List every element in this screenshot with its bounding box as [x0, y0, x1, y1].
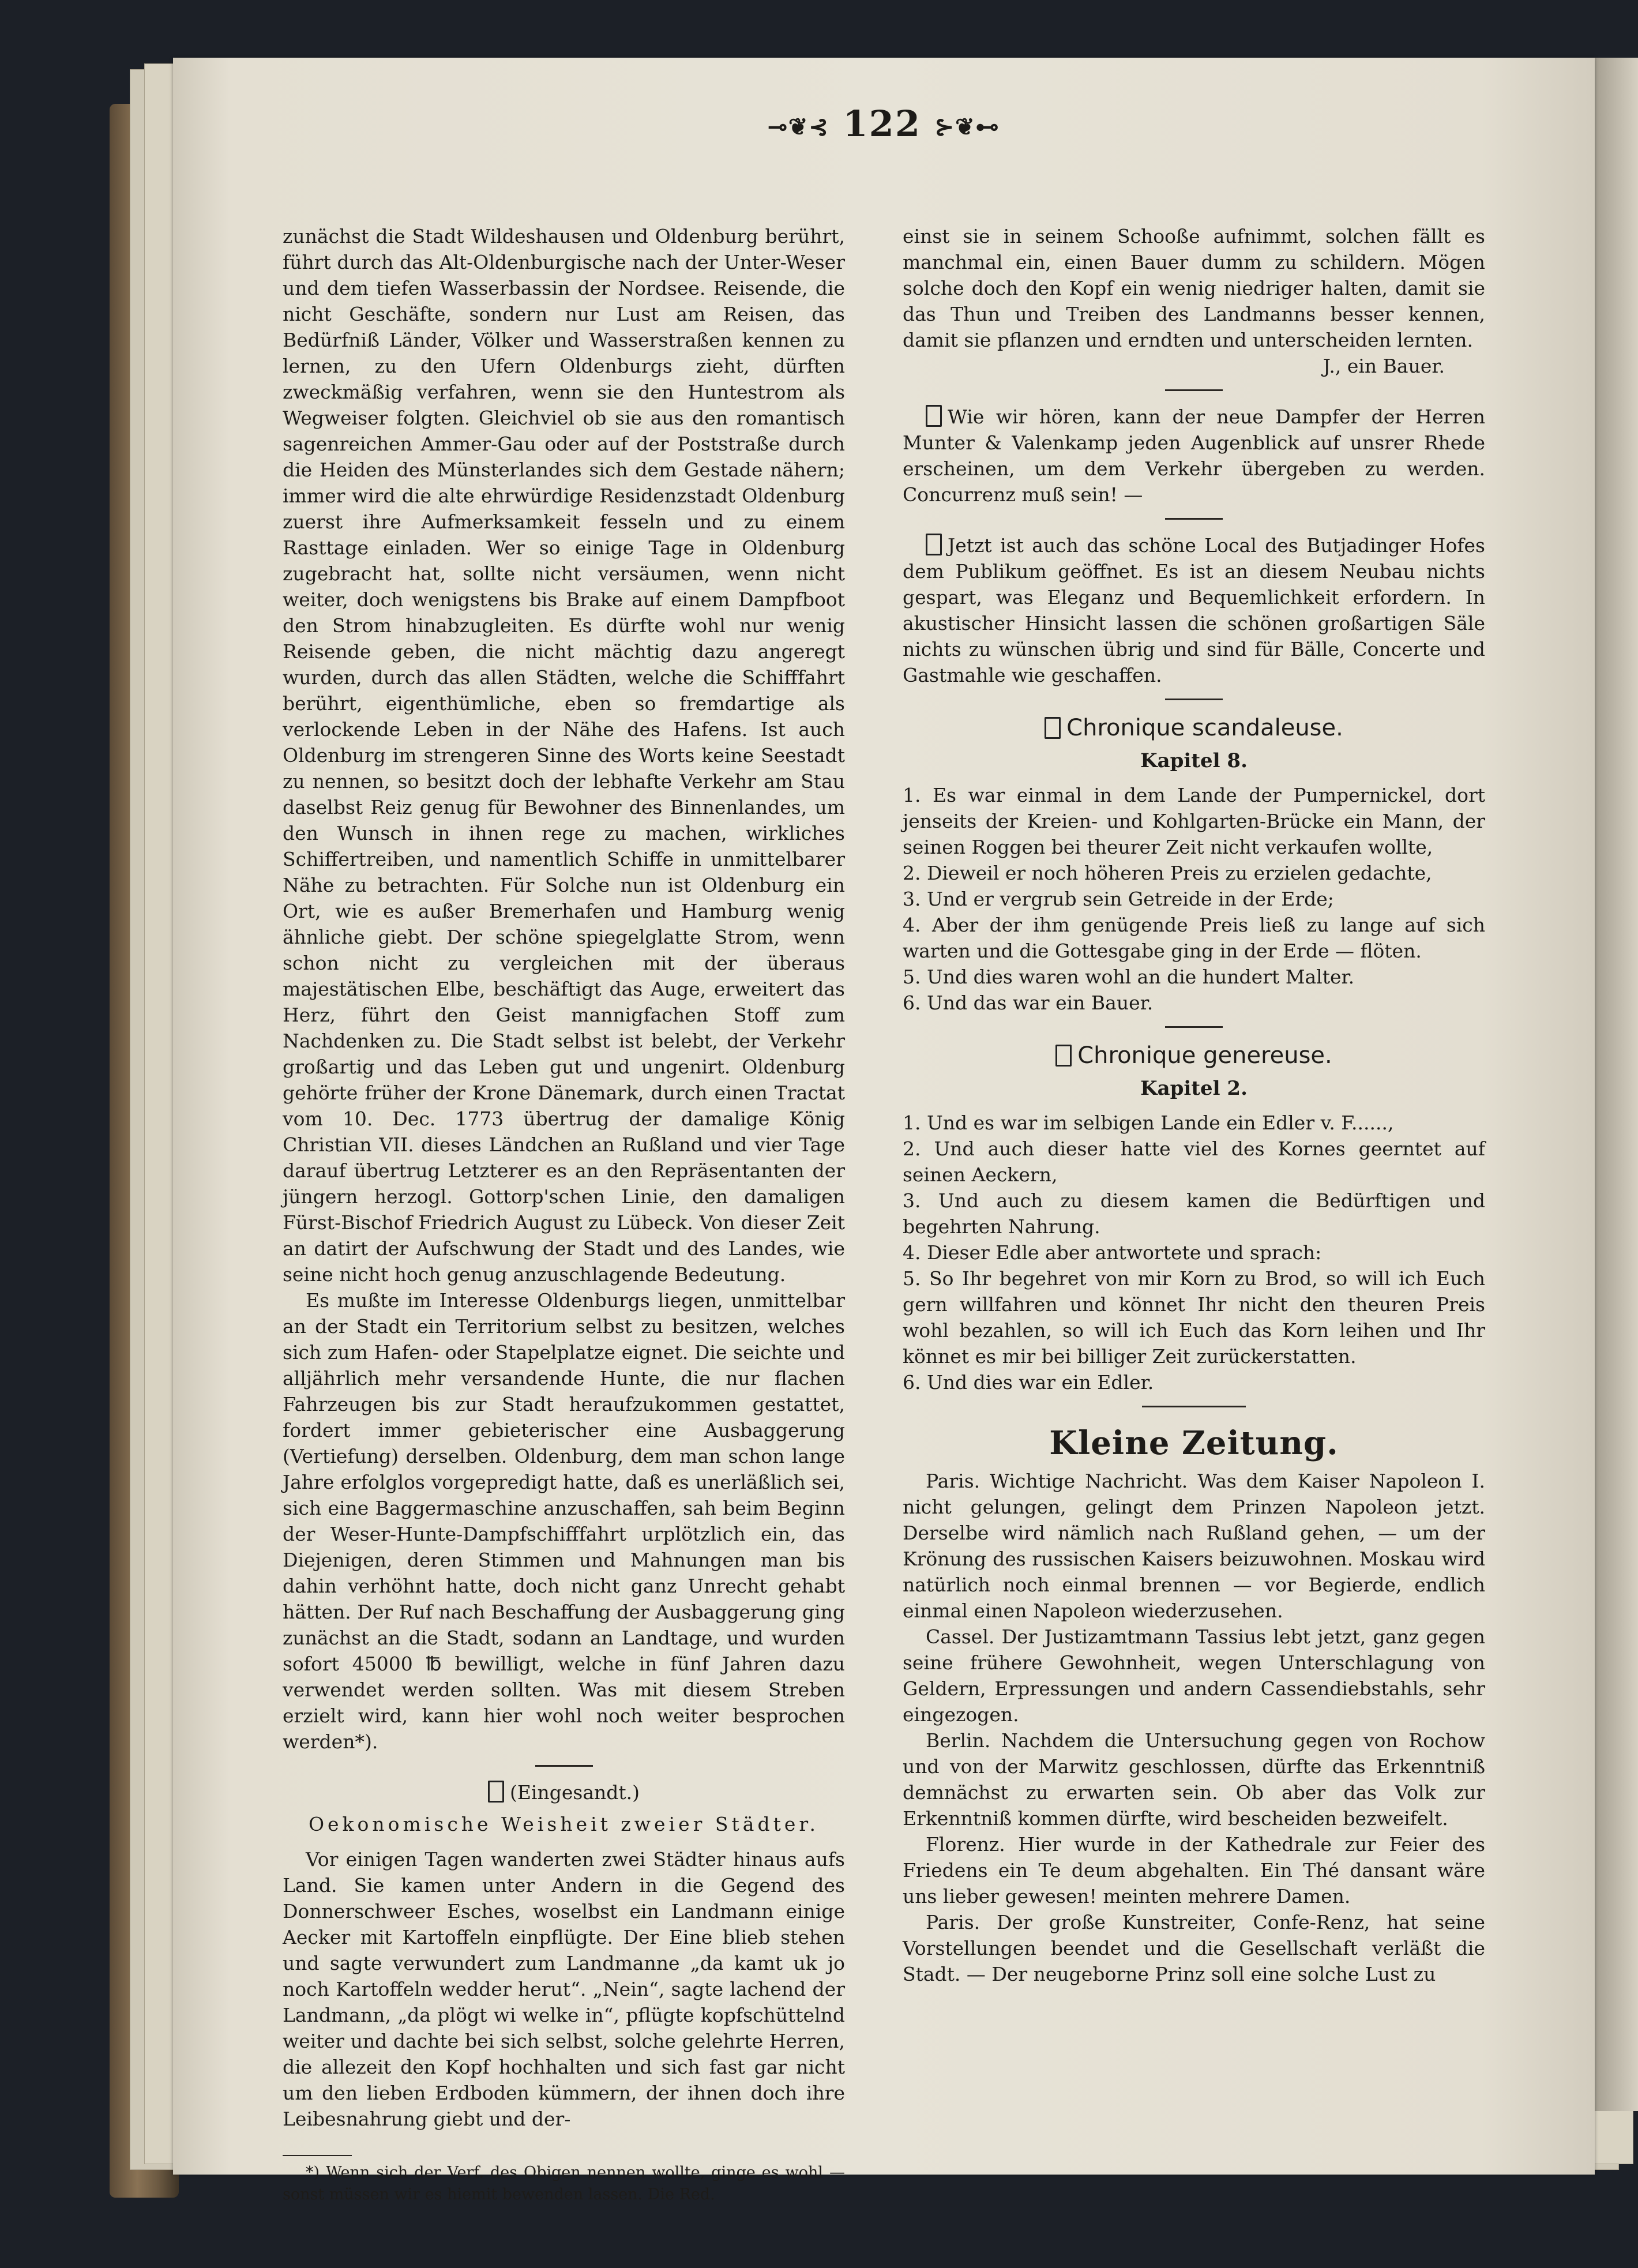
list-item: 6. Und das war ein Bauer. [903, 992, 1154, 1014]
header-ornament-right-icon: ⊱❦⊷ [934, 113, 1000, 141]
footnote-rule [283, 2155, 352, 2156]
article-paragraph: zunächst die Stadt Wildeshausen und Oldenburg berührt, führt durch das Alt-Oldenburgische nach der Unter-Weser und dem tiefen Wasserbassin der Nordsee. Reisende, die nicht Geschäfte, sondern nur Lust am Reisen, das Bedürfniß Länder, Völker und Wasserstraßen kennen zu lernen, zu den Ufern Oldenburgs zieht, dürften zweckmäßig verfahren, wenn sie den Huntestrom als Wegweiser folgten. Gleichviel ob sie aus den romantisch sagenreichen Ammer-Gau oder auf der Poststraße durch die Heiden des Münsterlandes sich dem Gestade nähern; immer wird die alte ehrwürdige Residenzstadt Oldenburg zuerst ihre Aufmerksamkeit fesseln und zu einem Rasttage einladen. Wer so einige Tage in Oldenburg zugebracht hat, sollte nicht versäumen, wenn nicht weiter, doch wenigstens bis Brake auf einem Dampfboot den Strom hinabzugleiten. Es dürfte wohl nur wenig Reisende geben, die nicht mächtig dazu angeregt wurden, durch das allen Städten, welche die Schifffahrt berührt, eigenthümliche, eben so fremdartige als verlockende Leben in der Nähe des Hafens. Ist auch Oldenburg im strengeren Sinne des Worts keine Seestadt zu nennen, so besitzt doch der lebhafte Verkehr am Stau daselbst Reiz genug für Bewohner des Binnenlandes, um den Wunsch in ihnen rege zu machen, wirkliches Schiffertreiben, und namentlich Schiffe in unmittelbarer Nähe zu betrachten. Für Solche nun ist Oldenburg ein Ort, wie es außer Bremerhafen und Hamburg wenig ähnliche giebt. Der schöne spiegelglatte Strom, wenn schon nicht zu vergleichen mit der überaus majestätischen Elbe, beschäftigt das Auge, erweitert das Herz, führt den Geist mannigfachen Stoff zum Nachdenken zu. Die Stadt selbst ist belebt, der Verkehr großartig und das Leben gut und ungenirt. Oldenburg gehörte früher der Krone Dänemark, durch einen Tractat vom 10. Dec. 1773 übertrug der damalige König Christian VII. dieses Ländchen an Rußland und vier Tage darauf übertrug Letzterer es an den Repräsentanten der jüngern herzogl. Gottorp'schen Linie, den damaligen Fürst-Bischof Friedrich August zu Lübeck. Von dieser Zeit an datirt der Aufschwung der Stadt und des Landes, wie seine nicht hoch genug anzuschlagende Bedeutung. [283, 225, 845, 1286]
article-paragraph: Es mußte im Interesse Oldenburgs liegen, unmittelbar an der Stadt ein Territorium selbst zu besitzen, welches sich zum Hafen- oder Stapelplatze eignet. Die seichte und alljährlich mehr versandende Hunte, die nur flachen Fahrzeugen bis zur Stadt heraufzukommen gestattet, fordert immer gebieterischer eine Ausbaggerung (Vertiefung) derselben. Oldenburg, dem man schon lange Jahre erfolglos vorgepredigt hatte, daß es unerläßlich sei, sich eine Baggermaschine anzuschaffen, sah beim Beginn der Weser-Hunte-Dampfschifffahrt urplötzlich ein, das Diejenigen, deren Stimmen und Mahnungen man bis dahin verhöhnt hatte, doch nicht ganz Unrecht gehabt hätten. Der Ruf nach Beschaffung der Ausbaggerung ging zunächst an die Stadt, sodann an Landtage, und wurden sofort 45000 ℔ bewilligt, welche in fünf Jahren dazu verwendet werden sollten. Was mit diesem Streben erzielt wird, kann hier wohl noch weiter besprochen werden*). [283, 1289, 845, 1753]
left-column [283, 223, 845, 2206]
footnote: *) Wenn sich der Verf. des Obigen nennen wollte, ginge es wohl — sonst müssen wir es hiemit bewenden lassen. Die Red. [283, 2164, 845, 2203]
list-item: 4. Aber der ihm genügende Preis ließ zu lange auf sich warten und die Gottesgabe ging in der Erde — flöten. [903, 914, 1485, 962]
submitted-title: Oekonomische Weisheit zweier Städter. [308, 1813, 820, 1835]
generous-chapter: Kapitel 2. [1140, 1077, 1248, 1100]
article-paragraph: einst sie in seinem Schooße aufnimmt, solchen fällt es manchmal ein, einen Bauer dumm zu schildern. Mögen solche doch den Kopf ein wenig niedriger halten, damit sie das Thun und Treiben des Landmanns besser kennen, damit sie pflanzen und erndten und unterscheiden lernten. [903, 225, 1485, 351]
submitted-label [283, 1779, 845, 1805]
bracket-marker-icon [1055, 1045, 1072, 1067]
list-item: 6. Und dies war ein Edler. [903, 1371, 1154, 1394]
right-column [903, 223, 1485, 1987]
news-item: Berlin. Nachdem die Untersuchung gegen von Rochow und von der Marwitz geschlossen, dürfte das Erkenntniß demnächst zu erwarten sein. Ob aber das Volk zur Erkenntniß kommen dürfte, wird bescheiden bezweifelt. [903, 1729, 1485, 1830]
list-item: 3. Und er vergrub sein Getreide in der Erde; [903, 888, 1334, 910]
list-item: 2. Dieweil er noch höheren Preis zu erzielen gedachte, [903, 862, 1432, 884]
section-divider [535, 1765, 593, 1767]
section-divider [1142, 1406, 1246, 1407]
section-divider [1165, 1026, 1223, 1028]
bracket-marker-icon [488, 1781, 504, 1803]
facing-page-edge [1592, 58, 1638, 2111]
newspaper-page [173, 58, 1595, 2203]
section-divider [1165, 699, 1223, 700]
generous-title [903, 1043, 1485, 1069]
list-item: 4. Dieser Edle aber antwortete und sprach: [903, 1241, 1322, 1264]
article-paragraph: Vor einigen Tagen wanderten zwei Städter hinaus aufs Land. Sie kamen unter Andern in die Gegend des Donnerschweer Esches, woselbst ein Landmann einige Aecker mit Kartoffeln einpflügte. Der Eine blieb stehen und sagte verwundert zum Landmanne „da kamt uk jo noch Kartoffeln wedder herut“. „Nein“, sagte lachend der Landmann, „da plögt wi welke in“, pflügte kopfschüttelnd weiter und dachte bei sich selbst, solche gelehrte Herren, die allezeit den Kopf hochhalten und sich fast gar nicht um den lieben Erdboden kümmern, der ihnen doch ihre Leibesnahrung giebt und der- [283, 1848, 845, 2130]
list-item: 5. Und dies waren wohl an die hundert Malter. [903, 966, 1355, 988]
list-item: 2. Und auch dieser hatte viel des Kornes geerntet auf seinen Aeckern, [903, 1137, 1485, 1186]
list-item: 1. Es war einmal in dem Lande der Pumpernickel, dort jenseits der Kreien- und Kohlgarten-Brücke ein Mann, der seinen Roggen bei theurer Zeit nicht verkaufen wollte, [903, 784, 1485, 858]
submitted-label-text: (Eingesandt.) [509, 1781, 640, 1804]
scandal-title [903, 715, 1485, 741]
generous-title-text: Chronique genereuse. [1077, 1042, 1332, 1069]
page-number: 122 [843, 103, 921, 145]
scandal-title-text: Chronique scandaleuse. [1066, 715, 1343, 741]
news-item: Paris. Wichtige Nachricht. Was dem Kaiser Napoleon I. nicht gelungen, gelingt dem Prinzen Napoleon jetzt. Derselbe wird nämlich nach Rußland gehen, — um der Krönung des russischen Kaisers beizuwohnen. Moskau wird natürlich noch einmal brennen — vor Begierde, endlich einmal einen Napoleon wiederzusehen. [903, 1470, 1485, 1622]
list-item: 5. So Ihr begehret von mir Korn zu Brod, so will ich Euch gern willfahren und könnet Ihr nicht den theuren Preis wohl bezahlen, so will ich Euch das Korn leihen und Ihr könnet es mir bei billiger Zeit zurückerstatten. [903, 1267, 1485, 1368]
bracket-marker-icon [926, 405, 942, 427]
list-item: 3. Und auch zu diesem kamen die Bedürftigen und begehrten Nahrung. [903, 1189, 1485, 1238]
notice-steamer [903, 404, 1485, 508]
bracket-marker-icon [1045, 717, 1061, 739]
notice-hof-text: Jetzt ist auch das schöne Local des Butjadinger Hofes dem Publikum geöffnet. Es ist an diesem Neubau nichts gespart, was Eleganz und Bequemlichkeit erfordern. In akustischer Hinsicht lassen die schönen großartigen Säle nichts zu wünschen übrig und sind für Bälle, Concerte und Gastmahle wie geschaffen. [903, 534, 1485, 686]
news-item: Cassel. Der Justizamtmann Tassius lebt jetzt, ganz gegen seine frühere Gewohnheit, wegen Unterschlagung von Geldern, Erpressungen und andern Cassendiebstahls, sehr eingezogen. [903, 1625, 1485, 1726]
news-item: Paris. Der große Kunstreiter, Confe-Renz, hat seine Vorstellungen beendet und die Gesellschaft verläßt die Stadt. — Der neugeborne Prinz soll eine solche Lust zu [903, 1911, 1485, 1985]
bracket-marker-icon [926, 534, 942, 555]
signature: J., ein Bauer. [1323, 355, 1445, 377]
news-section-title: Kleine Zeitung. [1049, 1424, 1339, 1462]
section-divider [1165, 518, 1223, 520]
page-header [173, 103, 1595, 145]
section-divider [1165, 389, 1223, 391]
news-item: Florenz. Hier wurde in der Kathedrale zur Feier des Friedens ein Te deum abgehalten. Ein Thé dansant wäre uns lieber gewesen! meinten mehrere Damen. [903, 1833, 1485, 1907]
list-item: 1. Und es war im selbigen Lande ein Edler v. F......, [903, 1112, 1394, 1134]
notice-steamer-text: Wie wir hören, kann der neue Dampfer der Herren Munter & Valenkamp jeden Augenblick auf unsrer Rhede erscheinen, um dem Verkehr übergeben zu werden. Concurrenz muß sein! — [903, 405, 1485, 506]
header-ornament-left-icon: ⊸❦⊰ [768, 113, 829, 141]
scandal-chapter: Kapitel 8. [1140, 749, 1248, 772]
notice-hof [903, 532, 1485, 688]
